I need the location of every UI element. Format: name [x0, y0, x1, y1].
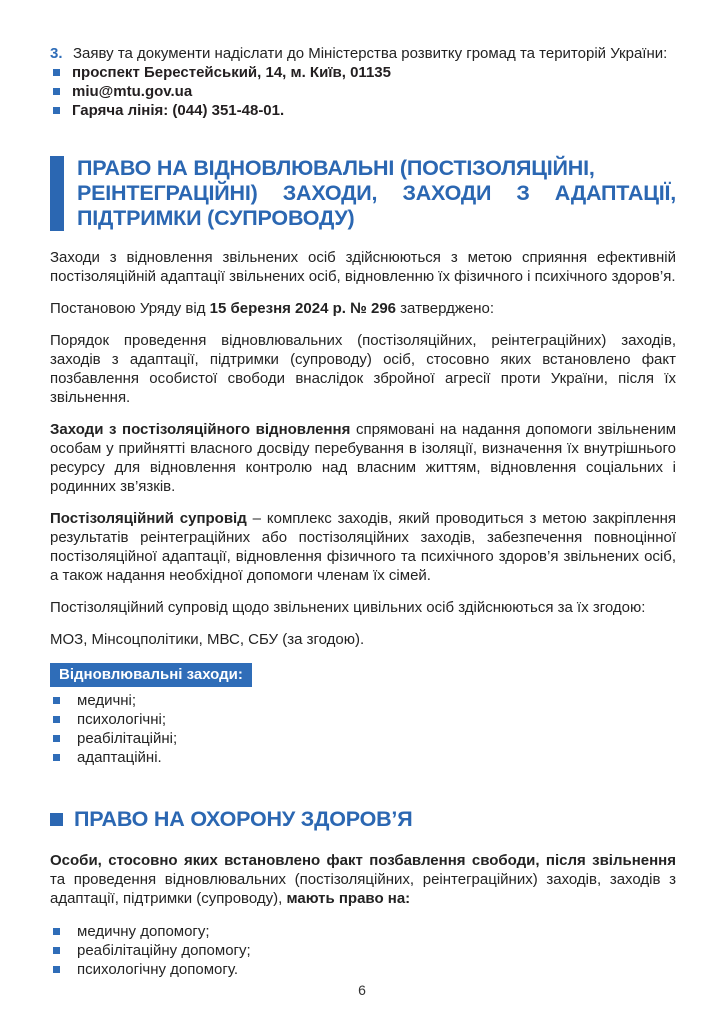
right-item: психологічну допомогу. [77, 961, 239, 978]
text-run: – комплекс заходів, який проводиться з метою закріплення результатів реінтеграційних або постізоляційних заходів, забезпечення повноцінної постізоляційної адаптації, відновлення фізичного та психічного здоров’я звільнених осіб, а також надання необхідної допомоги членам їх сімей. [50, 510, 677, 584]
measure-item: медичні; [77, 692, 137, 709]
list-item [50, 710, 676, 729]
contact-hotline: Гаряча лінія: (044) 351-48-01. [72, 102, 285, 119]
square-bullet-icon [53, 88, 60, 95]
paragraph [50, 509, 676, 585]
text-run: Порядок проведення відновлювальних (постізоляційних, реінтеграційних) заходів, заходів з адаптації, підтримки (супроводу) осіб, стосовно яких встановлено факт позбавлення особистої свободи внаслідок збройної агресії проти України, після їх звільнення. [50, 332, 676, 406]
square-bullet-icon [53, 107, 60, 114]
square-bullet-icon [53, 69, 60, 76]
paragraph [50, 248, 676, 286]
square-bullet-icon [53, 735, 60, 742]
item-number: 3. [50, 45, 63, 62]
list-item [50, 691, 676, 710]
list-item [50, 748, 676, 767]
measure-item: реабілітаційні; [77, 730, 178, 747]
paragraph [50, 851, 676, 908]
list-item [50, 729, 676, 748]
text-run-bold: мають право на: [286, 890, 411, 907]
paragraph [50, 331, 676, 407]
heading-line: ПІДТРИМКИ (СУПРОВОДУ) [77, 206, 355, 230]
list-item [50, 941, 676, 960]
paragraph [50, 420, 676, 496]
measures-list [50, 691, 676, 767]
measure-item: адаптаційні. [77, 749, 162, 766]
heading-line: ПРАВО НА ВІДНОВЛЮВАЛЬНІ (ПОСТІЗОЛЯЦІЙНІ, [77, 156, 595, 180]
square-bullet-icon [53, 928, 60, 935]
square-bullet-icon [53, 697, 60, 704]
text-run-bold: Заходи з постізоляційного відновлення [50, 421, 351, 438]
section-heading-recovery [50, 156, 676, 231]
list-item [50, 101, 676, 120]
numbered-item-3 [50, 44, 676, 63]
paragraph [50, 630, 676, 649]
recovery-measures-chip: Відновлювальні заходи: [50, 663, 252, 687]
text-run: Заходи з відновлення звільнених осіб здійснюються з метою сприяння ефективній постізоляційній адаптації звільнених осіб, відновленню їх фізичного і психічного здоров’я. [50, 249, 676, 285]
text-run: Постановою Уряду від [50, 300, 210, 317]
text-run-bold: 15 березня 2024 р. № 296 [209, 300, 397, 317]
paragraph [50, 598, 676, 617]
text-run: Постізоляційний супровід щодо звільнених цивільних осіб здійснюються за їх згодою: [50, 599, 646, 616]
list-item [50, 922, 676, 941]
square-bullet-icon [53, 947, 60, 954]
square-bullet-icon [50, 813, 63, 826]
right-item: медичну допомогу; [77, 923, 210, 940]
list-item [50, 63, 676, 82]
contact-email: miu@mtu.gov.ua [72, 83, 193, 100]
list-item [50, 960, 676, 979]
square-bullet-icon [53, 754, 60, 761]
text-run-bold: Особи, стосовно яких встановлено факт позбавлення свободи, після звільнення [50, 852, 676, 869]
square-bullet-icon [53, 716, 60, 723]
contact-list [50, 63, 676, 120]
page-number: 6 [358, 982, 366, 998]
text-run: затверджено: [396, 300, 495, 317]
square-bullet-icon [53, 966, 60, 973]
text-run-bold: Постізоляційний супровід [50, 510, 247, 527]
text-run: спрямовані на надання допомоги звільненим особам у прийнятті власного досвіду перебування в ізоляції, визначення їх внутрішнього ресурсу для відновлення контролю над власним життям, відновлення соціальних і родинних зв’язків. [50, 421, 677, 495]
text-run: МОЗ, Мінсоцполітики, МВС, СБУ (за згодою). [50, 631, 365, 648]
section-heading-health [50, 807, 676, 832]
text-run: та проведення відновлювальних (постізоляційних, реінтеграційних) заходів, заходів з адаптації, підтримки (супроводу), [50, 871, 676, 907]
measure-item: психологічні; [77, 711, 167, 728]
item-text: Заяву та документи надіслати до Міністерства розвитку громад та територій України: [73, 45, 668, 62]
right-item: реабілітаційну допомогу; [77, 942, 251, 959]
contact-address: проспект Берестейський, 14, м. Київ, 01135 [72, 64, 391, 81]
rights-list [50, 922, 676, 979]
paragraph [50, 299, 676, 318]
heading-line: РЕІНТЕГРАЦІЙНІ) ЗАХОДИ, ЗАХОДИ З АДАПТАЦІЇ, [77, 181, 676, 205]
list-item [50, 82, 676, 101]
heading-text: ПРАВО НА ОХОРОНУ ЗДОРОВ’Я [74, 807, 413, 831]
